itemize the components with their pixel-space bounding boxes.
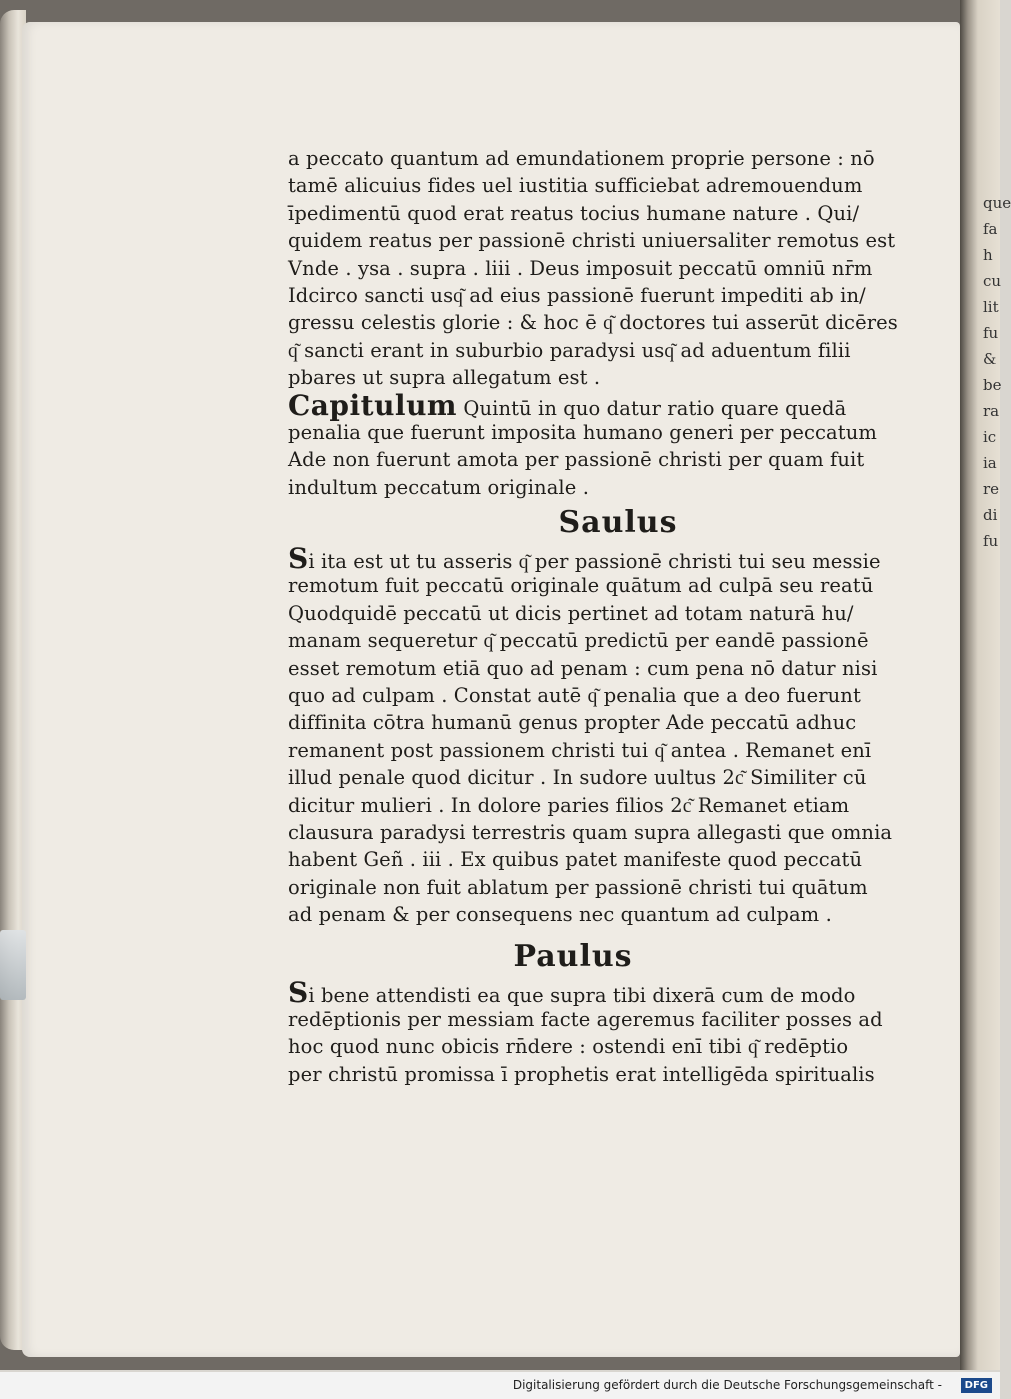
text-line: pbares ut supra allegatum est . [288,366,601,390]
facing-fragment: h [983,246,993,264]
facing-fragment: cu [983,272,1002,290]
text-line: Vnde . ysa . supra . liii . Deus imposuit peccatū omniū nr̄m [288,256,873,280]
text-line: gressu celestis glorie : & hoc ē q͂ doctores tui asserūt dicēres [288,311,898,335]
paulus-line-first [288,975,858,1009]
saulus-text: i ita est ut tu asseris q͂ per passionē christi tui seu messie [308,550,881,574]
text-line: esset remotum etiā quo ad penam : cum pena nō datur nisi [288,656,878,680]
text-line: redēptionis per messiam facte ageremus faciliter posses ad [288,1007,883,1031]
facing-fragment: di [983,506,998,524]
paulus-paragraph [288,1006,883,1088]
chapter-text: Quintū in quo datur ratio quare quedā [457,396,847,420]
speaker-paulus-heading: Paulus [513,938,633,974]
facing-page-text [983,190,1011,554]
text-line: clausura paradysi terrestris quam supra allegasti que omnia [288,820,893,844]
text-line: per christū promissa ī prophetis erat intelligēda spiritualis [288,1062,875,1086]
paulus-text: i bene attendisti ea que supra tibi dixerā cum de modo [308,983,856,1007]
text-line: remotum fuit peccatū originale quātum ad culpā seu reatū [288,574,874,598]
text-line: ad penam & per consequens nec quantum ad culpam . [288,903,832,927]
text-line: a peccato quantum ad emundationem proprie persone : nō [288,147,875,170]
text-line: Quodquidē peccatū ut dicis pertinet ad totam naturā hu/ [288,601,854,625]
footer-bar [0,1372,1000,1399]
drop-cap: S [288,542,309,576]
text-line: diffinita cōtra humanū genus propter Ade peccatū adhuc [288,711,857,735]
text-line: manam sequeretur q͂ peccatū predictū per eandē passionē [288,629,869,653]
facing-fragment: ra [983,402,1000,420]
page-text-block [288,145,898,1088]
facing-fragment: lit [983,298,999,316]
facing-fragment: re [983,480,1000,498]
drop-cap: S [288,975,309,1009]
text-line: tamē alicuius fides uel iustitia sufficiebat adremouendum [288,174,863,198]
speaker-saulus-heading: Saulus [558,505,678,541]
text-line: Idcirco sancti usq͂ ad eius passionē fuerunt impediti ab in/ [288,283,866,307]
chapter-line: penalia que fuerunt imposita humano generi per peccatum [288,420,877,444]
chapter-heading: Capitulum [288,388,458,422]
chapter-line: indultum peccatum originale . [288,475,590,499]
text-line: quo ad culpam . Constat autē q͂ penalia que a deo fuerunt [288,684,861,708]
page-clip [0,930,26,1000]
text-line: remanent post passionem christi tui q͂ antea . Remanet enī [288,738,872,762]
facing-fragment: ic [983,428,997,446]
facing-fragment: fa [983,220,998,238]
paragraph-1 [288,145,898,392]
text-line: habent Geñ . iii . Ex quibus patet manifeste quod peccatū [288,848,863,872]
facing-fragment: fu [983,324,999,342]
facing-fragment: & [983,350,997,368]
text-line: originale non fuit ablatum per passionē christi tui quātum [288,875,868,899]
saulus-paragraph [288,572,893,928]
footer-credit: Digitalisierung gefördert durch die Deutsche Forschungsgemeinschaft - [512,1378,942,1392]
facing-fragment: be [983,376,1002,394]
facing-fragment: que [983,194,1011,212]
saulus-line-first [288,542,881,576]
chapter-line: Ade non fuerunt amota per passionē christi per quam fuit [288,448,865,472]
text-line: quidem reatus per passionē christi uniuersaliter remotus est [288,229,896,253]
facing-fragment: ia [983,454,997,472]
chapter-line-first [288,388,858,422]
facing-fragment: fu [983,532,999,550]
text-line: illud penale quod dicitur . In sudore uultus 2c͂ Similiter cū [288,766,867,790]
dfg-logo: DFG [961,1378,992,1393]
text-line: īpedimentū quod erat reatus tocius humane nature . Qui/ [288,201,860,225]
text-line: hoc quod nunc obicis rn̄dere : ostendi enī tibi q͂ redēptio [288,1035,849,1059]
text-line: dicitur mulieri . In dolore paries filios 2c͂ Remanet etiam [288,793,850,817]
text-line: q͂ sancti erant in suburbio paradysi usq͂ ad aduentum filii [288,338,851,362]
